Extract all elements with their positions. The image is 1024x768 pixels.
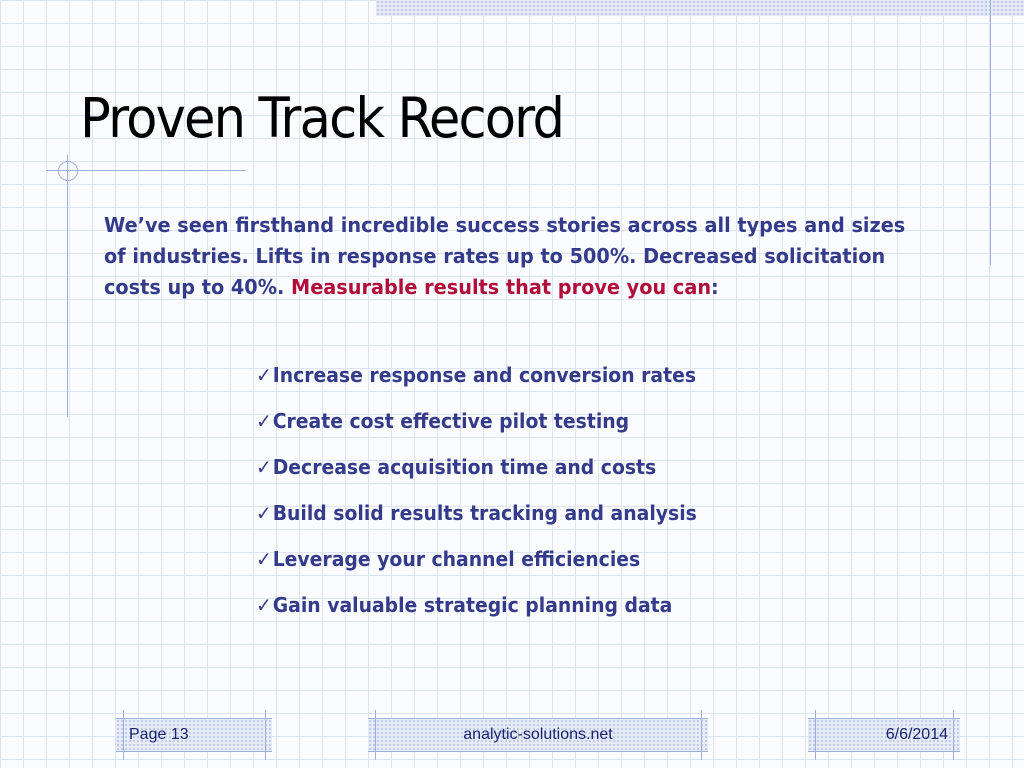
bullet-text: Leverage your channel efficiencies bbox=[272, 547, 641, 571]
bullet-text: Increase response and conversion rates bbox=[272, 363, 697, 387]
footer-tick bbox=[123, 710, 124, 760]
page-title: Proven Track Record bbox=[80, 86, 564, 150]
bullet-text: Build solid results tracking and analysis bbox=[272, 501, 697, 525]
check-icon: ✓ bbox=[256, 501, 272, 525]
list-item bbox=[256, 456, 697, 479]
right-decorative-line bbox=[990, 0, 991, 265]
footer-tick bbox=[953, 710, 954, 760]
left-decorative-line bbox=[67, 155, 68, 417]
check-icon: ✓ bbox=[256, 547, 272, 571]
check-icon: ✓ bbox=[256, 409, 272, 433]
bullet-text: Gain valuable strategic planning data bbox=[272, 593, 673, 617]
intro-text: We’ve seen firsthand incredible success stories across all types and sizes of industries. Lifts in response rates up to 500%. Decreased solicitation costs up to 40%. bbox=[104, 213, 906, 299]
list-item bbox=[256, 410, 697, 433]
decorative-ring bbox=[58, 161, 78, 181]
footer-tick bbox=[265, 710, 266, 760]
intro-paragraph bbox=[104, 210, 912, 303]
footer-page-number: Page 13 bbox=[116, 718, 272, 752]
check-icon: ✓ bbox=[256, 593, 272, 617]
footer-tick bbox=[375, 710, 376, 760]
footer-tick bbox=[701, 710, 702, 760]
check-icon: ✓ bbox=[256, 363, 272, 387]
list-item bbox=[256, 594, 697, 617]
top-decorative-band bbox=[376, 0, 1024, 16]
list-item bbox=[256, 364, 697, 387]
check-icon: ✓ bbox=[256, 455, 272, 479]
bullet-text: Decrease acquisition time and costs bbox=[272, 455, 657, 479]
intro-trailing: : bbox=[711, 275, 719, 299]
footer-date: 6/6/2014 bbox=[808, 718, 960, 752]
list-item bbox=[256, 548, 697, 571]
list-item bbox=[256, 502, 697, 525]
bullet-text: Create cost effective pilot testing bbox=[272, 409, 630, 433]
bullet-list bbox=[256, 364, 725, 640]
footer-website: analytic-solutions.net bbox=[368, 718, 708, 752]
intro-highlight: Measurable results that prove you can bbox=[291, 275, 712, 299]
footer-tick bbox=[815, 710, 816, 760]
